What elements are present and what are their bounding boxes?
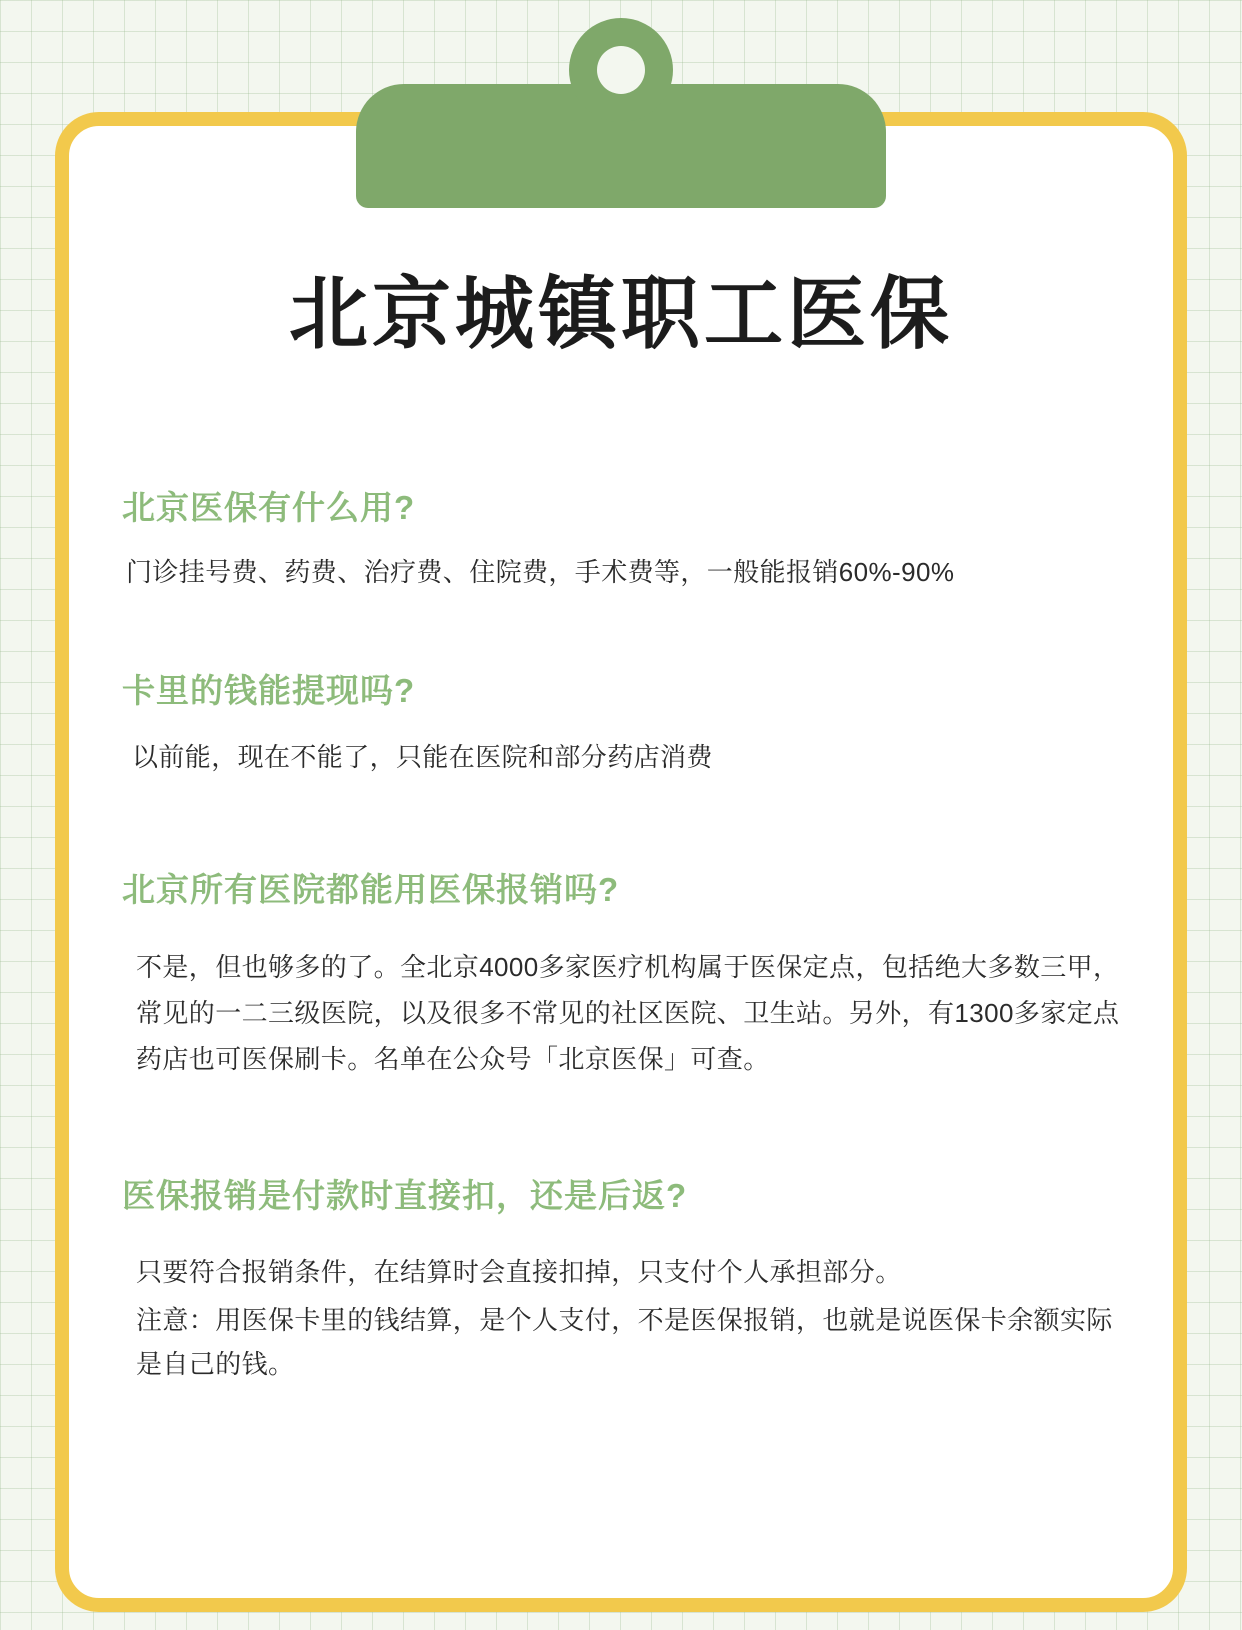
faq-item bbox=[122, 482, 1120, 593]
faq-item bbox=[122, 864, 1120, 1082]
clipboard-clip-hole bbox=[597, 46, 645, 94]
faq-answer: 只要符合报销条件，在结算时会直接扣掉，只支付个人承担部分。 bbox=[136, 1257, 902, 1288]
faq-answer: 门诊挂号费、药费、治疗费、住院费，手术费等，一般能报销60%-90% bbox=[126, 557, 955, 587]
faq-item bbox=[122, 1170, 1120, 1386]
faq-question: 医保报销是付款时直接扣，还是后返? bbox=[122, 1177, 688, 1215]
faq-answer: 不是，但也够多的了。全北京4000多家医疗机构属于医保定点，包括绝大多数三甲，常见的一二三级医院，以及很多不常见的社区医院、卫生站。另外，有1300多家定点药店也可医保刷卡。名单在公众号「北京医保」可查。 bbox=[136, 952, 1120, 1074]
faq-item bbox=[122, 665, 1120, 778]
poster-page bbox=[86, 142, 1156, 1582]
faq-question: 北京医保有什么用? bbox=[122, 489, 416, 526]
faq-question: 卡里的钱能提现吗? bbox=[122, 672, 416, 710]
faq-question: 北京所有医院都能用医保报销吗? bbox=[122, 871, 620, 909]
clipboard-clip-ring bbox=[569, 18, 673, 122]
faq-answer-note: 注意：用医保卡里的钱结算，是个人支付，不是医保报销，也就是说医保卡余额实际是自己的钱。 bbox=[136, 1305, 1113, 1379]
page-title: 北京城镇职工医保 bbox=[289, 268, 953, 360]
clipboard-clip bbox=[351, 18, 891, 208]
faq-list bbox=[122, 482, 1120, 1386]
faq-answer: 以前能，现在不能了，只能在医院和部分药店消费 bbox=[132, 742, 713, 773]
